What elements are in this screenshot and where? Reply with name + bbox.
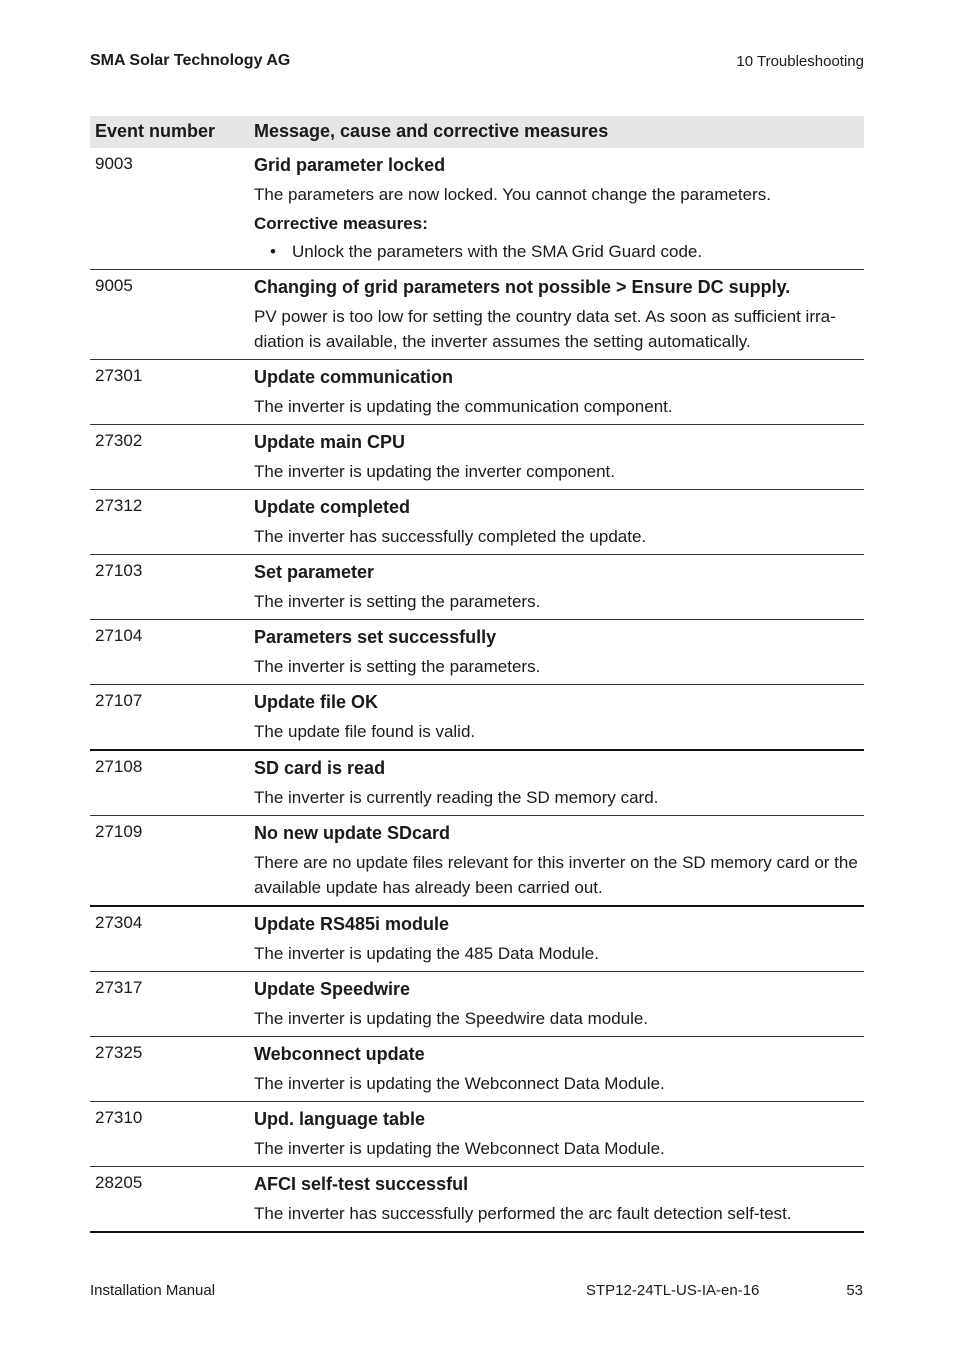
event-number: 27103 (90, 555, 249, 620)
table-row (90, 1102, 864, 1167)
event-number: 28205 (90, 1167, 249, 1233)
event-table (90, 116, 864, 1233)
message-description: There are no update files relevant for this inverter on the SD memory card or the available update has already been carried out. (254, 853, 858, 897)
message-cell (249, 1167, 864, 1233)
message-description: The inverter is updating the communication component. (254, 397, 673, 416)
message-title: No new update SDcard (254, 823, 451, 843)
corrective-measure-item: • Unlock the parameters with the SMA Grid Guard code. (270, 239, 859, 264)
document-type: Installation Manual (90, 1282, 216, 1299)
message-description: The inverter is updating the Speedwire data module. (254, 1009, 649, 1028)
table-row (90, 555, 864, 620)
message-title: Update Speedwire (254, 979, 411, 999)
message-title: AFCI self-test successful (254, 1174, 469, 1194)
message-cell (249, 816, 864, 907)
message-title: Update main CPU (254, 432, 406, 452)
message-description: The update file found is valid. (254, 722, 476, 741)
message-cell (249, 555, 864, 620)
event-number: 27317 (90, 972, 249, 1037)
event-number: 27301 (90, 360, 249, 425)
message-description: The inverter is updating the inverter component. (254, 462, 615, 481)
message-description: The inverter is updating the Webconnect Data Module. (254, 1139, 665, 1158)
message-description: The inverter is currently reading the SD memory card. (254, 788, 659, 807)
event-number: 27108 (90, 750, 249, 816)
message-title: Update RS485i module (254, 914, 450, 934)
message-description: The inverter has successfully performed the arc fault detection self-test. (254, 1204, 792, 1223)
table-row (90, 425, 864, 490)
message-description: PV power is too low for setting the country data set. As soon as sufficient irra-diation is available, the inverter assumes the setting automatically. (254, 307, 836, 351)
table-row (90, 972, 864, 1037)
message-cell (249, 425, 864, 490)
event-number: 27325 (90, 1037, 249, 1102)
event-number: 27312 (90, 490, 249, 555)
message-title: SD card is read (254, 758, 386, 778)
event-number: 27310 (90, 1102, 249, 1167)
message-cell (249, 750, 864, 816)
message-description: The inverter is setting the parameters. (254, 592, 541, 611)
table-row (90, 148, 864, 270)
message-cell (249, 270, 864, 360)
company-name: SMA Solar Technology AG (90, 52, 291, 69)
message-title: Changing of grid parameters not possible > Ensure DC supply. (254, 277, 791, 297)
message-cell (249, 972, 864, 1037)
document-code: STP12-24TL-US-IA-en-16 (586, 1282, 760, 1299)
column-header-message: Message, cause and corrective measures (249, 116, 864, 148)
message-title: Update communication (254, 367, 454, 387)
event-number: 9005 (90, 270, 249, 360)
event-number: 27304 (90, 906, 249, 972)
message-title: Set parameter (254, 562, 375, 582)
message-description: The inverter is setting the parameters. (254, 657, 541, 676)
table-row (90, 750, 864, 816)
table-header-row (90, 116, 864, 148)
message-title: Webconnect update (254, 1044, 425, 1064)
message-title: Parameters set successfully (254, 627, 497, 647)
corrective-measures-label: Corrective measures: (254, 214, 428, 233)
table-row (90, 816, 864, 907)
table-row (90, 906, 864, 972)
message-title: Grid parameter locked (254, 155, 446, 175)
message-description: The inverter has successfully completed the update. (254, 527, 647, 546)
message-description: The parameters are now locked. You cannot change the parameters. (254, 185, 771, 204)
table-row (90, 620, 864, 685)
event-number: 27109 (90, 816, 249, 907)
message-cell (249, 906, 864, 972)
message-title: Upd. language table (254, 1109, 426, 1129)
event-number: 27302 (90, 425, 249, 490)
event-number: 27107 (90, 685, 249, 751)
event-number: 9003 (90, 148, 249, 270)
event-number: 27104 (90, 620, 249, 685)
message-description: The inverter is updating the Webconnect Data Module. (254, 1074, 665, 1093)
message-title: Update file OK (254, 692, 379, 712)
message-cell (249, 620, 864, 685)
message-cell (249, 360, 864, 425)
table-row (90, 1167, 864, 1233)
message-cell (249, 1102, 864, 1167)
message-description: The inverter is updating the 485 Data Module. (254, 944, 599, 963)
page-number: 53 (846, 1282, 863, 1299)
message-cell (249, 685, 864, 751)
table-row (90, 270, 864, 360)
section-title: 10 Troubleshooting (736, 53, 864, 70)
message-cell (249, 1037, 864, 1102)
table-row (90, 360, 864, 425)
table-row (90, 490, 864, 555)
column-header-event: Event number (90, 116, 249, 148)
message-cell (249, 490, 864, 555)
table-row (90, 1037, 864, 1102)
table-row (90, 685, 864, 751)
message-cell (249, 148, 864, 270)
message-title: Update completed (254, 497, 411, 517)
